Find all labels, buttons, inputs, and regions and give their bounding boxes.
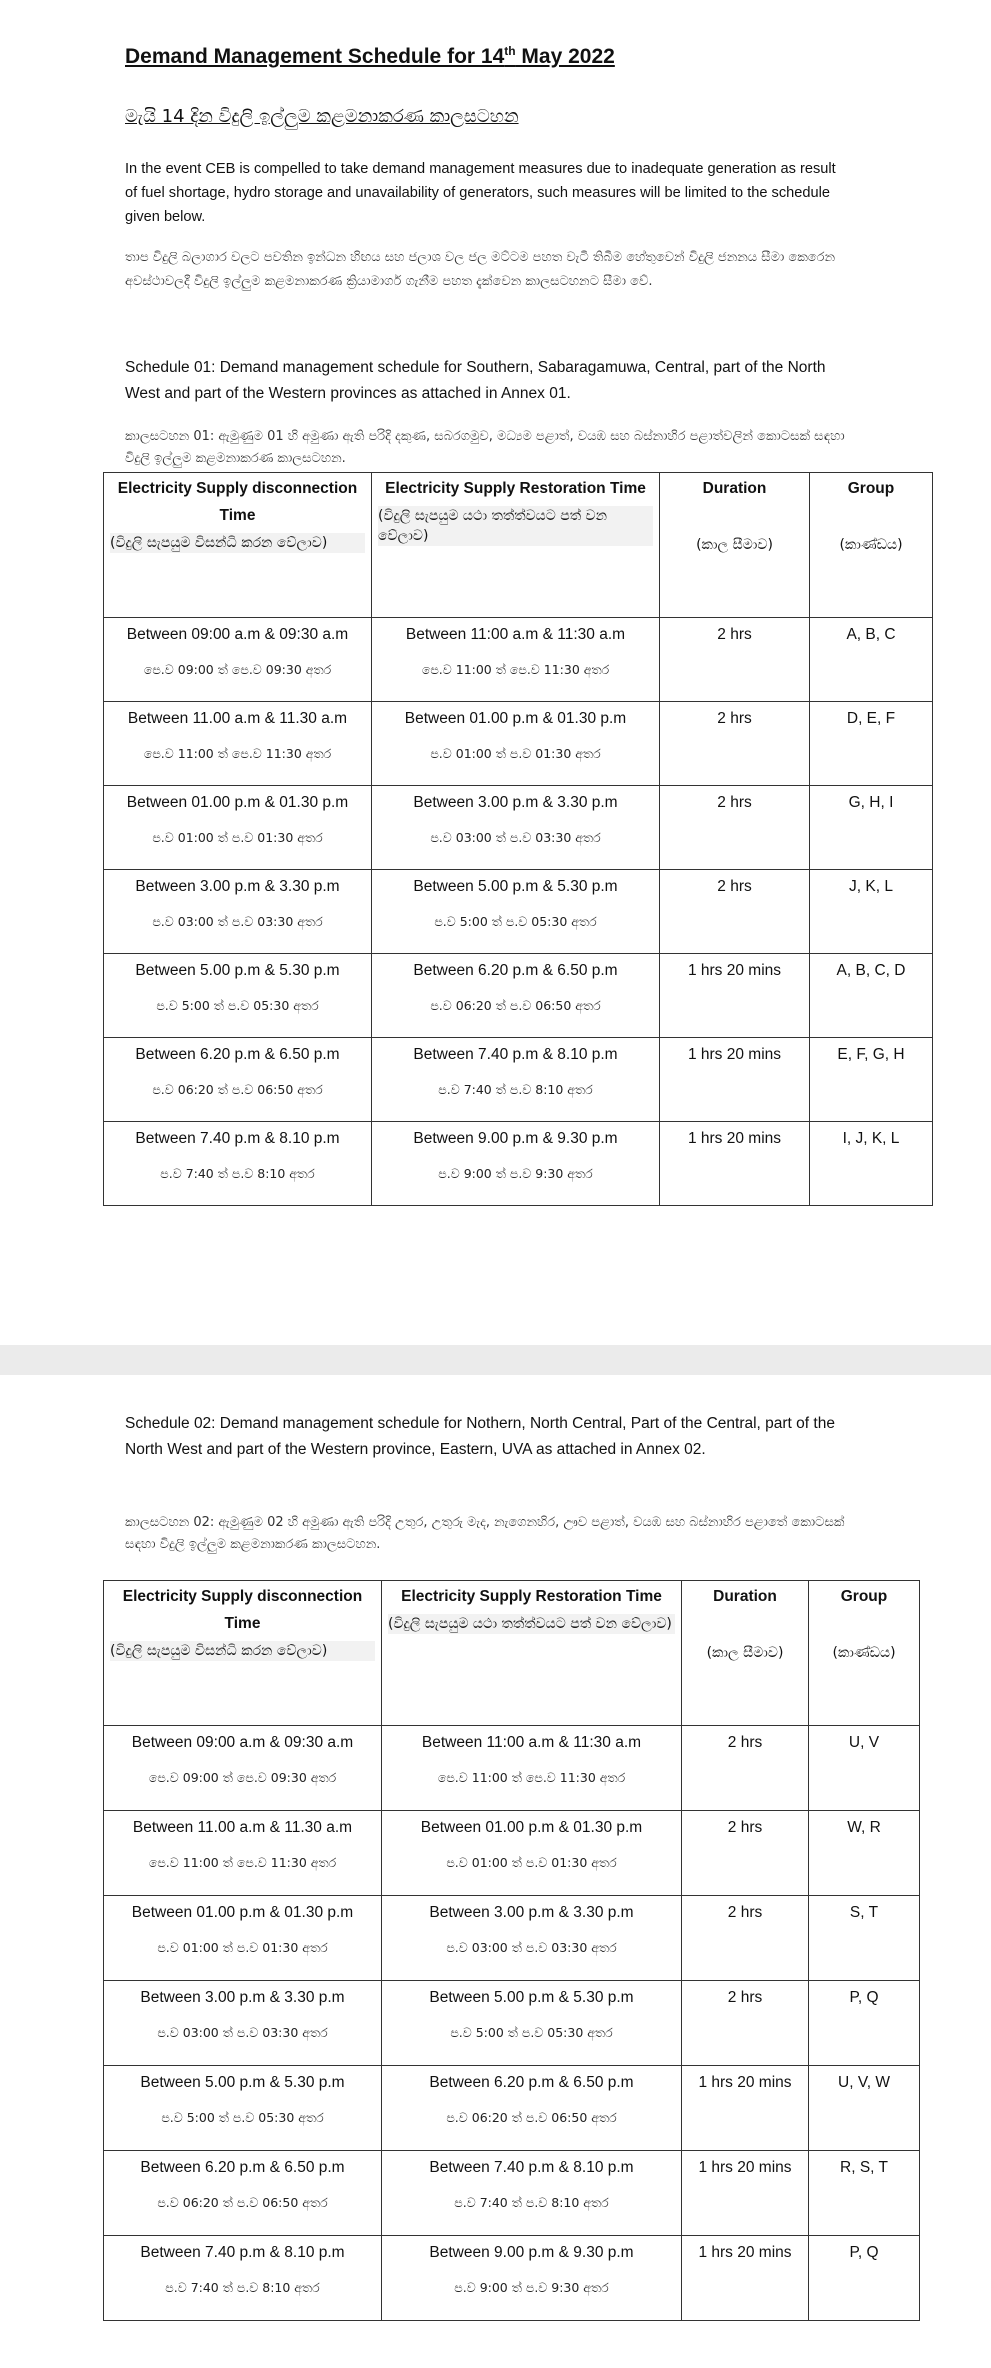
group-cell: R, S, T	[809, 2151, 920, 2236]
duration-cell: 1 hrs 20 mins	[660, 1122, 810, 1206]
table-row	[104, 2066, 920, 2151]
disconnection-time-cell: Between 09:00 a.m & 09:30 a.m පෙ.ව 09:00 ත් පෙ.ව 09:30 අතර	[104, 1726, 382, 1811]
table-row	[104, 786, 933, 870]
disconnection-time-cell: Between 01.00 p.m & 01.30 p.m ප.ව 01:00 ත් ප.ව 01:30 අතර	[104, 786, 372, 870]
restoration-time-cell: Between 9.00 p.m & 9.30 p.m ප.ව 9:00 ත් ප.ව 9:30 අතර	[382, 2236, 682, 2321]
table-row	[104, 954, 933, 1038]
disconnection-time-cell: Between 7.40 p.m & 8.10 p.m ප.ව 7:40 ත් ප.ව 8:10 අතර	[104, 1122, 372, 1206]
disconnection-time-cell: Between 5.00 p.m & 5.30 p.m ප.ව 5:00 ත් ප.ව 05:30 අතර	[104, 954, 372, 1038]
restoration-time-cell: Between 5.00 p.m & 5.30 p.m ප.ව 5:00 ත් ප.ව 05:30 අතර	[372, 870, 660, 954]
duration-cell: 2 hrs	[682, 1811, 809, 1896]
disconnection-time-cell: Between 09:00 a.m & 09:30 a.m පෙ.ව 09:00 ත් පෙ.ව 09:30 අතර	[104, 618, 372, 702]
table-row	[104, 1726, 920, 1811]
restoration-time-cell: Between 6.20 p.m & 6.50 p.m ප.ව 06:20 ත් ප.ව 06:50 අතර	[372, 954, 660, 1038]
group-cell: U, V	[809, 1726, 920, 1811]
group-cell: J, K, L	[810, 870, 933, 954]
group-cell: P, Q	[809, 1981, 920, 2066]
disconnection-time-cell: Between 3.00 p.m & 3.30 p.m ප.ව 03:00 ත් ප.ව 03:30 අතර	[104, 1981, 382, 2066]
restoration-time-cell: Between 01.00 p.m & 01.30 p.m ප.ව 01:00 ත් ප.ව 01:30 අතර	[372, 702, 660, 786]
duration-cell: 2 hrs	[682, 1896, 809, 1981]
table-row	[104, 2236, 920, 2321]
schedule1-heading-si: කාලසටහන 01: ඇමුණුම 01 හි අමුණා ඇති පරිදි දකුණ, සබරගමුව, මධ්‍යම පළාත්, වයඹ සහ බස්නාහිර පළාත්වලින් කොටසක් සඳහා විදුලි ඉල්ලුම කළමනාකරණ කාලසටහන.	[125, 429, 845, 466]
duration-cell: 2 hrs	[682, 1726, 809, 1811]
group-cell: I, J, K, L	[810, 1122, 933, 1206]
table-row	[104, 1981, 920, 2066]
disconnection-time-cell: Between 3.00 p.m & 3.30 p.m ප.ව 03:00 ත් ප.ව 03:30 අතර	[104, 870, 372, 954]
table-row	[104, 1122, 933, 1206]
duration-cell: 1 hrs 20 mins	[660, 1038, 810, 1122]
duration-cell: 1 hrs 20 mins	[682, 2236, 809, 2321]
header-disconnection: Electricity Supply disconnection Time (විදුලි සැපයුම විසන්ධි කරන වේලාව)	[104, 1581, 382, 1726]
duration-cell: 1 hrs 20 mins	[660, 954, 810, 1038]
table-header-row	[104, 473, 933, 618]
restoration-time-cell: Between 5.00 p.m & 5.30 p.m ප.ව 5:00 ත් ප.ව 05:30 අතර	[382, 1981, 682, 2066]
table-row	[104, 870, 933, 954]
restoration-time-cell: Between 6.20 p.m & 6.50 p.m ප.ව 06:20 ත් ප.ව 06:50 අතර	[382, 2066, 682, 2151]
group-cell: D, E, F	[810, 702, 933, 786]
header-restoration: Electricity Supply Restoration Time (විදුලි සැපයුම යථා තත්ත්වයට පත් වන වේලාව)	[372, 473, 660, 618]
disconnection-time-cell: Between 5.00 p.m & 5.30 p.m ප.ව 5:00 ත් ප.ව 05:30 අතර	[104, 2066, 382, 2151]
group-cell: S, T	[809, 1896, 920, 1981]
duration-cell: 2 hrs	[660, 618, 810, 702]
schedule1-table	[103, 472, 933, 1206]
disconnection-time-cell: Between 01.00 p.m & 01.30 p.m ප.ව 01:00 ත් ප.ව 01:30 අතර	[104, 1896, 382, 1981]
duration-cell: 1 hrs 20 mins	[682, 2151, 809, 2236]
group-cell: E, F, G, H	[810, 1038, 933, 1122]
table-header-row	[104, 1581, 920, 1726]
duration-cell: 2 hrs	[660, 870, 810, 954]
page-separator	[0, 1345, 991, 1375]
restoration-time-cell: Between 11:00 a.m & 11:30 a.m පෙ.ව 11:00 ත් පෙ.ව 11:30 අතර	[372, 618, 660, 702]
restoration-time-cell: Between 7.40 p.m & 8.10 p.m ප.ව 7:40 ත් ප.ව 8:10 අතර	[372, 1038, 660, 1122]
disconnection-time-cell: Between 7.40 p.m & 8.10 p.m ප.ව 7:40 ත් ප.ව 8:10 අතර	[104, 2236, 382, 2321]
duration-cell: 2 hrs	[660, 702, 810, 786]
page-2	[0, 1375, 991, 2368]
table-row	[104, 618, 933, 702]
table-row	[104, 1811, 920, 1896]
duration-cell: 2 hrs	[682, 1981, 809, 2066]
schedule2-table	[103, 1580, 920, 2321]
schedule2-heading: Schedule 02: Demand management schedule for Nothern, North Central, Part of the Central, part of the North West and part of the Western province, Eastern, UVA as attached in Annex 02.	[125, 1415, 835, 1458]
restoration-time-cell: Between 11:00 a.m & 11:30 a.m පෙ.ව 11:00 ත් පෙ.ව 11:30 අතර	[382, 1726, 682, 1811]
header-group: Group (කාණ්ඩය)	[810, 473, 933, 618]
disconnection-time-cell: Between 11.00 a.m & 11.30 a.m පෙ.ව 11:00 ත් පෙ.ව 11:30 අතර	[104, 702, 372, 786]
group-cell: P, Q	[809, 2236, 920, 2321]
document-title: Demand Management Schedule for 14th May 2022	[125, 44, 615, 68]
restoration-time-cell: Between 01.00 p.m & 01.30 p.m ප.ව 01:00 ත් ප.ව 01:30 අතර	[382, 1811, 682, 1896]
sinhala-title: මැයි 14 දින විදුලි ඉල්ලුම කළමනාකරණ කාලසටහන	[125, 106, 519, 127]
duration-cell: 2 hrs	[660, 786, 810, 870]
group-cell: A, B, C	[810, 618, 933, 702]
disconnection-time-cell: Between 6.20 p.m & 6.50 p.m ප.ව 06:20 ත් ප.ව 06:50 අතර	[104, 2151, 382, 2236]
schedule1-heading: Schedule 01: Demand management schedule for Southern, Sabaragamuwa, Central, part of the North West and part of the Western provinces as attached in Annex 01.	[125, 359, 826, 402]
group-cell: A, B, C, D	[810, 954, 933, 1038]
group-cell: U, V, W	[809, 2066, 920, 2151]
table-row	[104, 2151, 920, 2236]
header-restoration: Electricity Supply Restoration Time (විදුලි සැපයුම යථා තත්ත්වයට පත් වන වේලාව)	[382, 1581, 682, 1726]
intro-paragraph-si: තාප විදුලි බලාගාර වලට පවතින ඉන්ධන හිඟය සහ ජලාශ වල ජල මට්ටම පහත වැටී තිබීම හේතුවෙන් විදුලි ජනනය සීමා කෙරෙන අවස්ථාවලදී විදුලි ඉල්ලුම කළමනාකරණ ක්‍රියාමාර්ග ගැනීම පහත දැක්වෙන කාලසටහනට සීමා වේ.	[125, 250, 836, 289]
header-disconnection: Electricity Supply disconnection Time (විදුලි සැපයුම විසන්ධි කරන වේලාව)	[104, 473, 372, 618]
restoration-time-cell: Between 9.00 p.m & 9.30 p.m ප.ව 9:00 ත් ප.ව 9:30 අතර	[372, 1122, 660, 1206]
group-cell: G, H, I	[810, 786, 933, 870]
table-row	[104, 702, 933, 786]
restoration-time-cell: Between 7.40 p.m & 8.10 p.m ප.ව 7:40 ත් ප.ව 8:10 අතර	[382, 2151, 682, 2236]
table-row	[104, 1038, 933, 1122]
duration-cell: 1 hrs 20 mins	[682, 2066, 809, 2151]
restoration-time-cell: Between 3.00 p.m & 3.30 p.m ප.ව 03:00 ත් ප.ව 03:30 අතර	[382, 1896, 682, 1981]
group-cell: W, R	[809, 1811, 920, 1896]
intro-paragraph-en: In the event CEB is compelled to take demand management measures due to inadequate generation as result of fuel shortage, hydro storage and unavailability of generators, such measures will be limited to the schedule given below.	[125, 161, 836, 225]
disconnection-time-cell: Between 11.00 a.m & 11.30 a.m පෙ.ව 11:00 ත් පෙ.ව 11:30 අතර	[104, 1811, 382, 1896]
header-duration: Duration (කාල සීමාව)	[660, 473, 810, 618]
disconnection-time-cell: Between 6.20 p.m & 6.50 p.m ප.ව 06:20 ත් ප.ව 06:50 අතර	[104, 1038, 372, 1122]
schedule2-heading-si: කාලසටහන 02: ඇමුණුම 02 හි අමුණා ඇති පරිදි උතුර, උතුරු මැද, නැගෙනහිර, ඌව පළාත්, වයඹ සහ බස්නාහිර පළාතේ කොටසක් සඳහා විදුලි ඉල්ලුම කළමනාකරණ කාලසටහන.	[125, 1515, 845, 1552]
table-row	[104, 1896, 920, 1981]
header-group: Group (කාණ්ඩය)	[809, 1581, 920, 1726]
header-duration: Duration (කාල සීමාව)	[682, 1581, 809, 1726]
restoration-time-cell: Between 3.00 p.m & 3.30 p.m ප.ව 03:00 ත් ප.ව 03:30 අතර	[372, 786, 660, 870]
